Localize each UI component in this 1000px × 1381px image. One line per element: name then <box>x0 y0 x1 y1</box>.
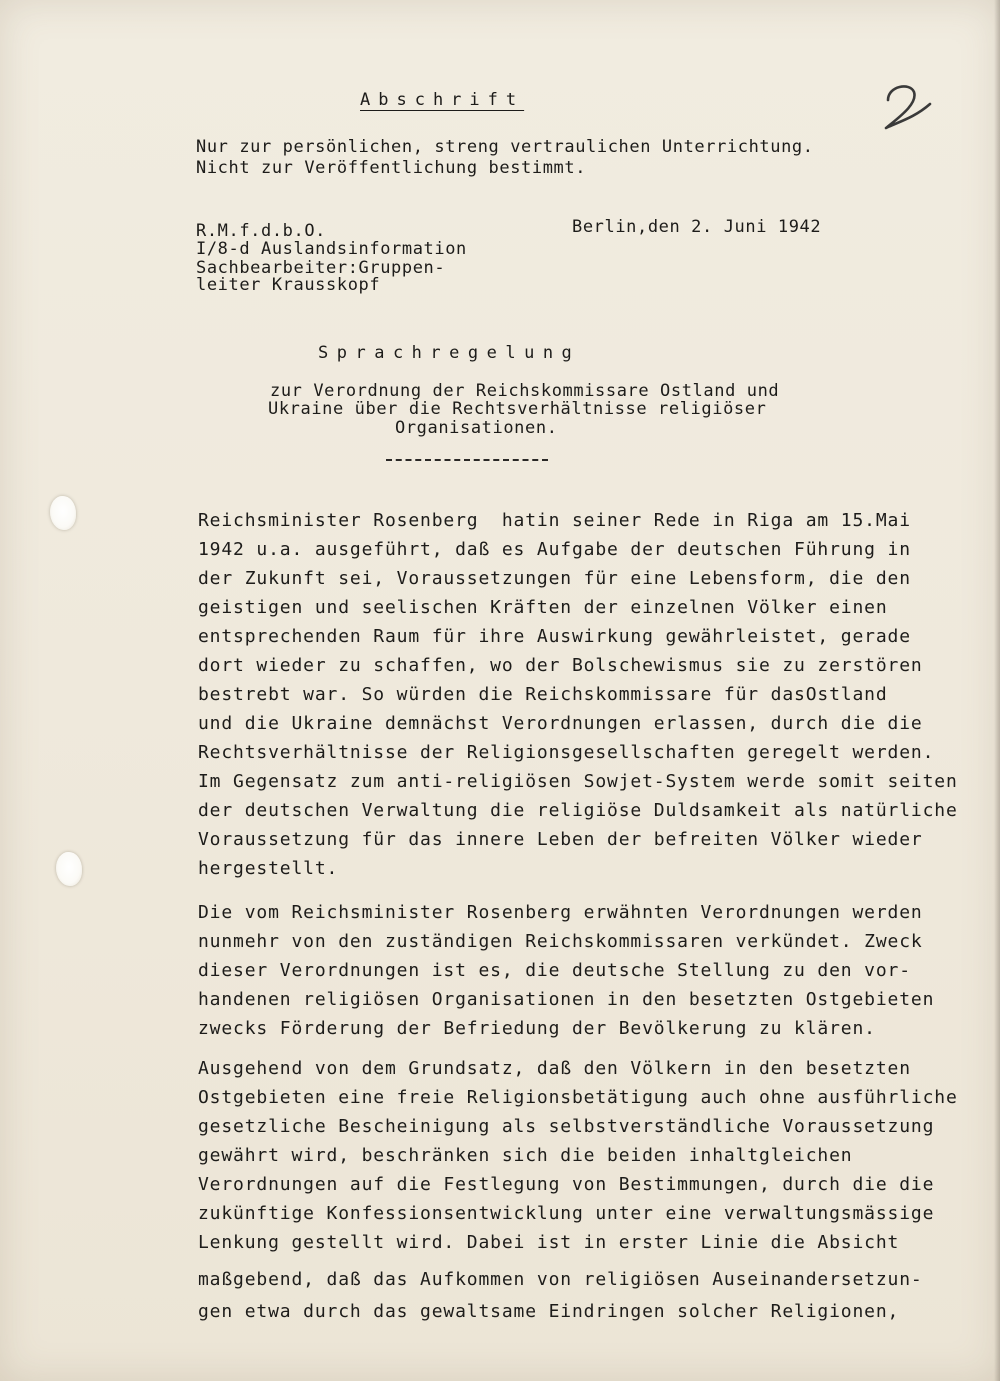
paragraph-1-line: der Zukunft sei, Voraussetzungen für eine Lebensform, die den <box>198 568 911 589</box>
paragraph-3-line: Ostgebieten eine freie Religionsbetätigung auch ohne ausführliche <box>198 1087 958 1108</box>
punch-hole-lower <box>56 852 82 886</box>
subject-line-1: zur Verordnung der Reichskommissare Ostland und <box>270 381 780 401</box>
paragraph-1-line: 1942 u.a. ausgeführt, daß es Aufgabe der deutschen Führung in <box>198 539 911 560</box>
sender-line-1: R.M.f.d.b.O. <box>196 221 327 241</box>
sender-line-3: Sachbearbeiter:Gruppen- <box>196 258 446 278</box>
paragraph-2-line: handenen religiösen Organisationen in den besetzten Ostgebieten <box>198 989 935 1010</box>
paragraph-3-line: Verordnungen auf die Festlegung von Bestimmungen, durch die die <box>198 1174 935 1195</box>
place-date: Berlin,den 2. Juni 1942 <box>572 217 822 237</box>
paragraph-2-line: dieser Verordnungen ist es, die deutsche Stellung zu den vor- <box>198 960 911 981</box>
paragraph-3-line: gen etwa durch das gewaltsame Eindringen solcher Religionen, <box>198 1301 900 1322</box>
paragraph-3-line: gesetzliche Bescheinigung als selbstverständliche Voraussetzung <box>198 1116 935 1137</box>
paragraph-1-line: geistigen und seelischen Kräften der einzelnen Völker einen <box>198 597 888 618</box>
sender-line-4: leiter Krausskopf <box>196 275 381 295</box>
subject-line-3: Organisationen. <box>395 418 558 438</box>
confidential-notice-line-2: Nicht zur Veröffentlichung bestimmt. <box>196 158 587 178</box>
paragraph-2-line: nunmehr von den zuständigen Reichskommissaren verkündet. Zweck <box>198 931 923 952</box>
document-header-title: Abschrift <box>360 90 525 110</box>
handwritten-page-number <box>876 78 936 138</box>
paragraph-1-line: Im Gegensatz zum anti-religiösen Sowjet-System werde somit seiten <box>198 771 958 792</box>
punch-hole-upper <box>50 496 76 530</box>
paragraph-1-line: bestrebt war. So würden die Reichskommissare für dasOstland <box>198 684 888 705</box>
paragraph-3-line: Lenkung gestellt wird. Dabei ist in erster Linie die Absicht <box>198 1232 900 1253</box>
paragraph-1-line: Reichsminister Rosenberg hatin seiner Rede in Riga am 15.Mai <box>198 510 911 531</box>
paragraph-3-line: gewährt wird, beschränken sich die beiden inhaltgleichen <box>198 1145 853 1166</box>
paragraph-2-line: zwecks Förderung der Befriedung der Bevölkerung zu klären. <box>198 1018 876 1039</box>
confidential-notice-line-1: Nur zur persönlichen, streng vertraulichen Unterrichtung. <box>196 137 814 157</box>
paragraph-3-line: zukünftige Konfessionsentwicklung unter eine verwaltungsmässige <box>198 1203 935 1224</box>
paragraph-1-line: hergestellt. <box>198 858 339 879</box>
paragraph-1-line: Voraussetzung für das innere Leben der befreiten Völker wieder <box>198 829 923 850</box>
paragraph-1-line: Rechtsverhältnisse der Religionsgesellschaften geregelt werden. <box>198 742 935 763</box>
paragraph-1-line: dort wieder zu schaffen, wo der Bolschewismus sie zu zerstören <box>198 655 923 676</box>
paragraph-1-line: und die Ukraine demnächst Verordnungen erlassen, durch die die <box>198 713 923 734</box>
paragraph-3-line: maßgebend, daß das Aufkommen von religiösen Auseinandersetzun- <box>198 1269 923 1290</box>
subject-line-2: Ukraine über die Rechtsverhältnisse religiöser <box>268 399 767 419</box>
paragraph-1-line: entsprechenden Raum für ihre Auswirkung gewährleistet, gerade <box>198 626 911 647</box>
paragraph-1-line: der deutschen Verwaltung die religiöse Duldsamkeit als natürliche <box>198 800 958 821</box>
handwritten-number-icon <box>876 78 936 138</box>
sender-line-2: I/8-d Auslandsinformation <box>196 239 467 259</box>
paragraph-3-line: Ausgehend von dem Grundsatz, daß den Völkern in den besetzten <box>198 1058 911 1079</box>
title-divider <box>386 459 548 461</box>
paragraph-2-line: Die vom Reichsminister Rosenberg erwähnten Verordnungen werden <box>198 902 923 923</box>
subject-title: Sprachregelung <box>318 343 581 363</box>
